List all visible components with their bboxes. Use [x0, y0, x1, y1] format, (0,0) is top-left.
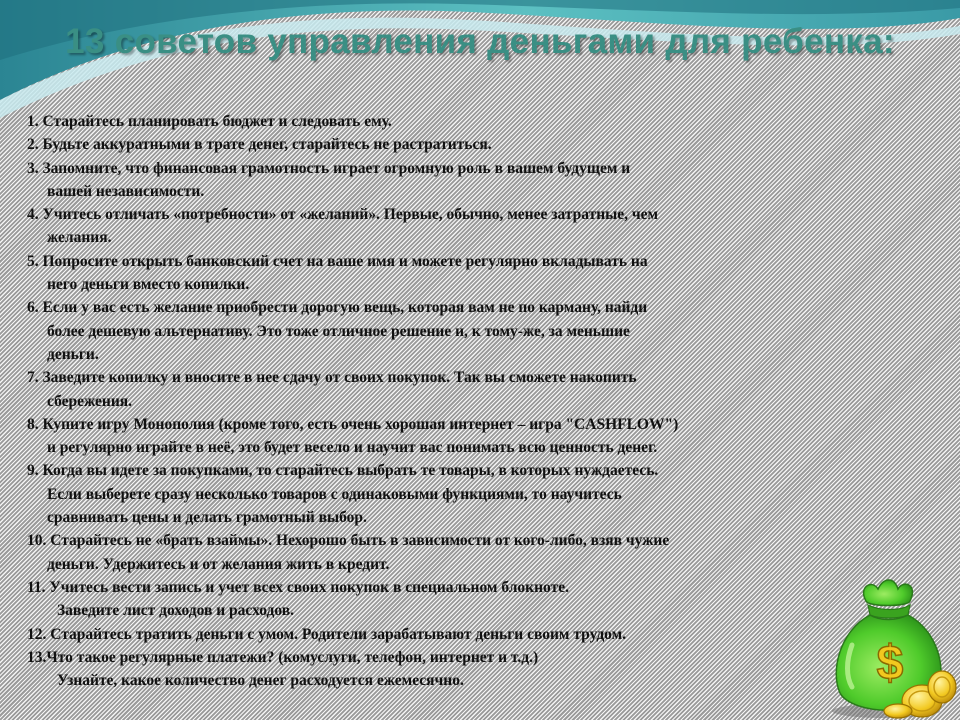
coin-icon	[884, 704, 912, 718]
tip-line: сбережения.	[47, 392, 133, 410]
tip-line: 10. Старайтесь не «брать взаймы». Нехорошо быть в зависимости от кого-либо, взяв чужие	[27, 532, 670, 550]
tip-line: 1. Старайтесь планировать бюджет и следовать ему.	[27, 113, 392, 130]
dollar-sign: $	[876, 637, 904, 690]
tip-line: деньги.	[47, 345, 99, 363]
tip-line: 6. Если у вас есть желание приобрести дорогую вещь, которая вам не по карману, найди	[27, 299, 648, 317]
tip-line: Заведите лист доходов и расходов.	[57, 602, 294, 620]
list-item	[27, 133, 867, 156]
tip-line: деньги. Удержитесь и от желания жить в кредит.	[47, 555, 390, 573]
tip-line: 4. Учитесь отличать «потребности» от «желаний». Первые, обычно, менее затратные, чем	[27, 206, 659, 224]
tip-line: 11. Учитесь вести запись и учет всех своих покупок в специальном блокноте.	[27, 578, 569, 596]
list-item	[27, 110, 867, 133]
list-item	[27, 529, 867, 576]
tips-list	[27, 110, 867, 692]
list-item	[27, 646, 867, 693]
page-title: 13 советов управления деньгами для ребенка:	[65, 22, 895, 61]
tip-line: Узнайте, какое количество денег расходуется ежемесячно.	[57, 672, 464, 690]
tip-line: Если выберете сразу несколько товаров с одинаковыми функциями, то научитесь	[47, 485, 622, 503]
tip-line: 9. Когда вы идете за покупками, то старайтесь выбрать те товары, в которых нуждаетесь.	[27, 462, 659, 480]
list-item	[27, 459, 867, 529]
list-item	[27, 250, 867, 297]
tip-line: желания.	[47, 229, 112, 247]
tip-line: более дешевую альтернативу. Это тоже отличное решение и, к тому-же, за меньшие	[47, 322, 630, 340]
list-item	[27, 576, 867, 623]
tip-line: 5. Попросите открыть банковский счет на ваше имя и можете регулярно вкладывать на	[27, 252, 648, 270]
tip-line: и регулярно играйте в неё, это будет весело и научит вас понимать всю ценность денег.	[47, 439, 658, 457]
tip-line: 13.Что такое регулярные платежи? (комуслуги, телефон, интернет и т.д.)	[27, 648, 539, 666]
tip-line: 3. Запомните, что финансовая грамотность играет огромную роль в вашем будущем и	[27, 159, 631, 177]
tip-line: 8. Купите игру Монополия (кроме того, есть очень хорошая интернет – игра "CASHFLOW")	[27, 415, 679, 433]
tip-line: 7. Заведите копилку и вносите в нее сдачу от своих покупок. Так вы сможете накопить	[27, 369, 637, 387]
list-item	[27, 366, 867, 413]
tip-line: 12. Старайтесь тратить деньги с умом. Родители зарабатывают деньги своим трудом.	[27, 625, 627, 643]
list-item	[27, 296, 867, 366]
tip-line: вашей независимости.	[47, 182, 205, 200]
tip-line: сравнивать цены и делать грамотный выбор.	[47, 509, 367, 527]
list-item	[27, 157, 867, 204]
list-item	[27, 413, 867, 460]
tip-line: 2. Будьте аккуратными в трате денег, старайтесь не растратиться.	[27, 136, 492, 154]
list-item	[27, 623, 867, 646]
money-bag-icon	[822, 575, 960, 720]
tip-line: него деньги вместо копилки.	[47, 276, 250, 294]
list-item	[27, 203, 867, 250]
coin-icon	[928, 671, 956, 703]
